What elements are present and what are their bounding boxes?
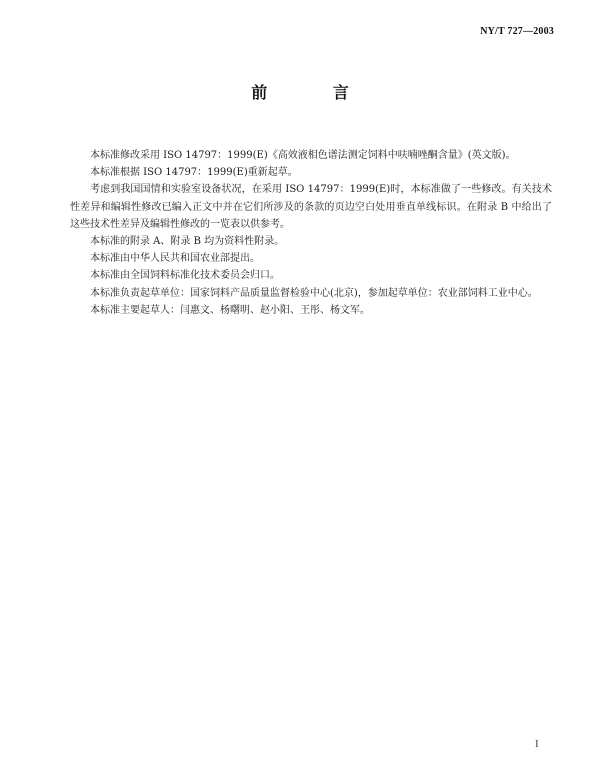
paragraph-administered-by: 本标准由全国饲料标准化技术委员会归口。: [90, 270, 280, 282]
page-title: 前 言: [251, 83, 379, 102]
page-number: I: [535, 738, 539, 750]
paragraph-adoption: 本标准修改采用 ISO 14797：1999(E)《高效液相色谱法测定饲料中呋喃唑酮含量》(英文版)。: [90, 150, 516, 161]
standard-code: NY/T 727—2003: [480, 26, 554, 37]
foreword-body: [70, 147, 552, 319]
paragraph-proposed-by: 本标准由中华人民共和国农业部提出。: [90, 253, 260, 265]
paragraph-annexes: 本标准的附录 A、附录 B 均为资料性附录。: [90, 236, 285, 248]
paragraph-drafting-units: 本标准负责起草单位：国家饲料产品质量监督检验中心(北京)，参加起草单位：农业部饲料工业中心。: [90, 287, 538, 299]
paragraph-modifications: 考虑到我国国情和实验室设备状况，在采用 ISO 14797：1999(E)时，本标准做了一些修改。有关技术性差异和编辑性修改已编入正文中并在它们所涉及的条款的页边空白处用垂直单线标识。在附录 B 中给出了这些技术性差异及编辑性修改的一览表以供参考。: [70, 184, 552, 230]
paragraph-redrafted: 本标准根据 ISO 14797：1999(E)重新起草。: [90, 167, 298, 179]
paragraph-drafters: 本标准主要起草人：闫惠文、杨曙明、赵小阳、王彤、杨文军。: [90, 304, 370, 316]
